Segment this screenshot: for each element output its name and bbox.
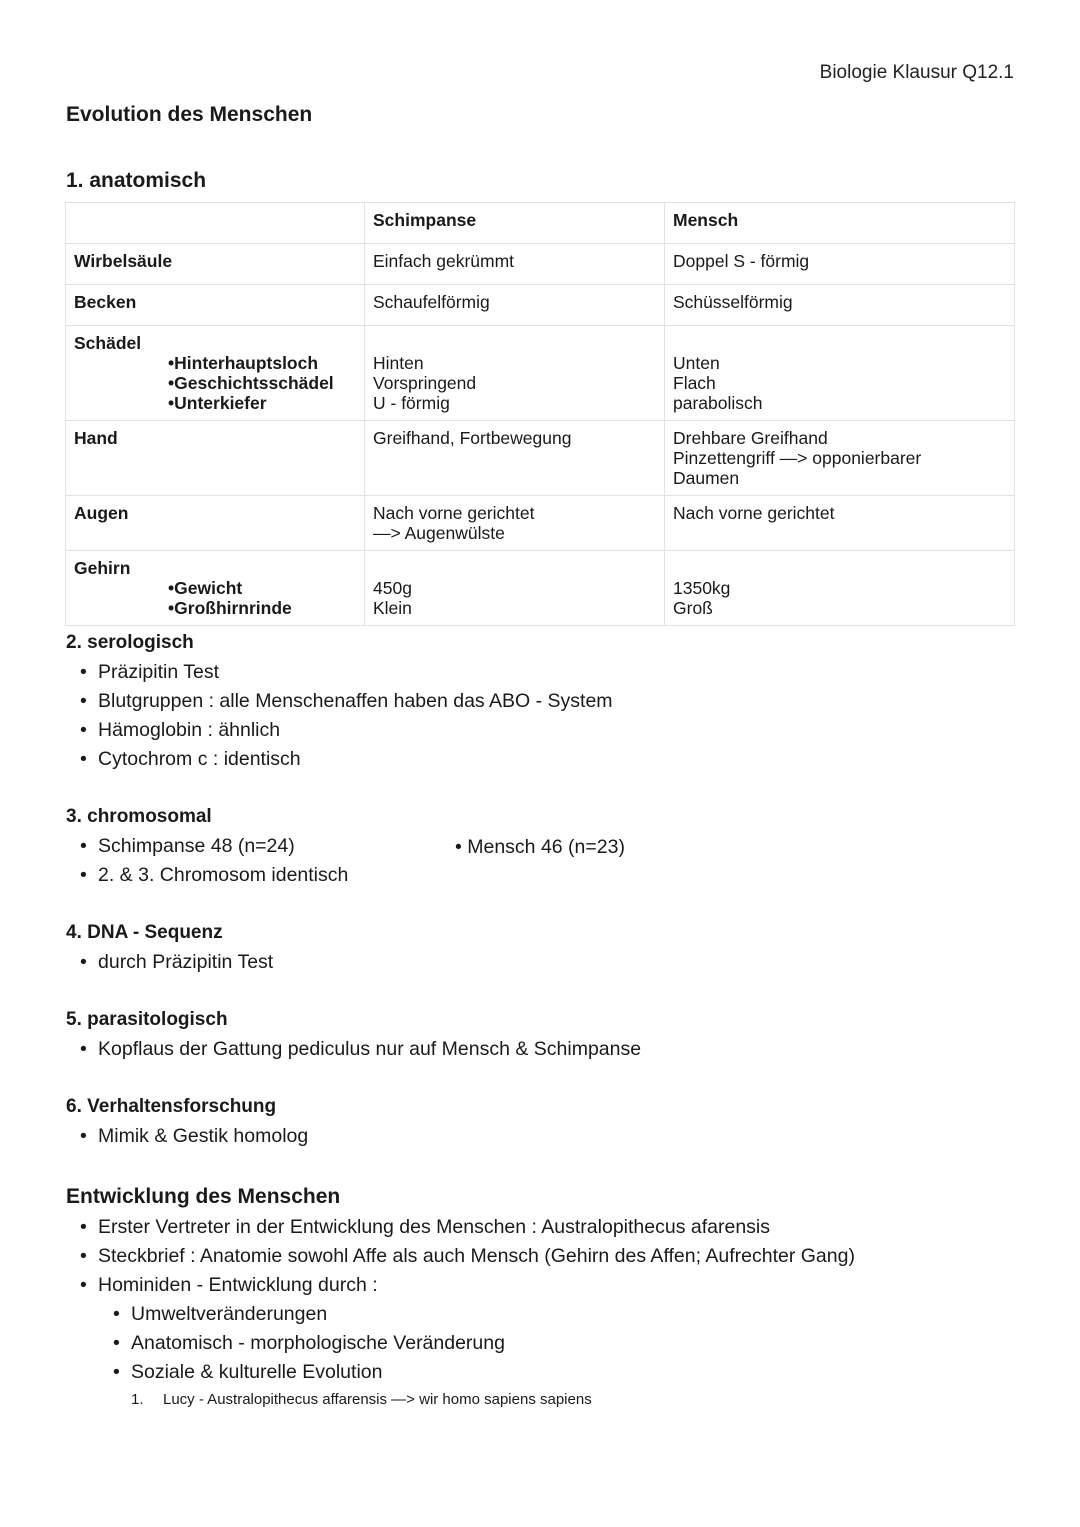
numbered-item: 1. Lucy - Australopithecus affarensis —> wir homo sapiens sapiens (131, 1391, 592, 1408)
sub-list-item: • Umweltveränderungen (113, 1300, 855, 1329)
cell-schimpanse: Nach vorne gerichtet —> Augenwülste (365, 496, 665, 551)
cell-schimpanse: 450g Klein (365, 551, 665, 626)
row-label: Becken (66, 285, 365, 326)
cell-mensch: Nach vorne gerichtet (665, 496, 1015, 551)
table-row (66, 551, 1015, 626)
table-header-cell: Schimpanse (365, 203, 665, 244)
cell-schimpanse: Einfach gekrümmt (365, 244, 665, 285)
cell-mensch: Schüsselförmig (665, 285, 1015, 326)
list-item: • Erster Vertreter in der Entwicklung des Menschen : Australopithecus afarensis (80, 1213, 855, 1242)
entwicklung-list (80, 1213, 855, 1387)
row-label: Hand (66, 421, 365, 496)
table-header-cell: Mensch (665, 203, 1015, 244)
document-header: Biologie Klausur Q12.1 (819, 62, 1014, 83)
table-header-cell (66, 203, 365, 244)
cell-schimpanse: Schaufelförmig (365, 285, 665, 326)
sub-criteria-list: • Gewicht • Großhirnrinde (168, 578, 356, 618)
list-item: • Hominiden - Entwicklung durch : (80, 1271, 855, 1300)
verhalten-list (80, 1122, 308, 1151)
section-heading-parasitologisch: 5. parasitologisch (66, 1009, 228, 1030)
row-label: Gehirn • Gewicht • Großhirnrinde (66, 551, 365, 626)
row-label: Wirbelsäule (66, 244, 365, 285)
list-item: • Mimik & Gestik homolog (80, 1122, 308, 1151)
dna-list (80, 948, 273, 977)
serologisch-list (80, 658, 613, 774)
comparison-table (65, 202, 1015, 626)
table-header-row (66, 203, 1015, 244)
section-heading-serologisch: 2. serologisch (66, 632, 194, 653)
row-label: Schädel • Hinterhauptsloch • Geschichtsschädel • Unterkiefer (66, 326, 365, 421)
list-item: • Steckbrief : Anatomie sowohl Affe als auch Mensch (Gehirn des Affen; Aufrechter Gang) (80, 1242, 855, 1271)
list-item: • Schimpanse 48 (n=24) (80, 832, 348, 861)
cell-schimpanse: Hinten Vorspringend U - förmig (365, 326, 665, 421)
cell-mensch: Unten Flach parabolisch (665, 326, 1015, 421)
section-heading-dna: 4. DNA - Sequenz (66, 922, 223, 943)
list-item: • Cytochrom c : identisch (80, 745, 613, 774)
list-item: • Präzipitin Test (80, 658, 613, 687)
list-item: • Hämoglobin : ähnlich (80, 716, 613, 745)
sub-list-item: • Soziale & kulturelle Evolution (113, 1358, 855, 1387)
parasitologisch-list (80, 1035, 641, 1064)
table-row (66, 421, 1015, 496)
list-item: • durch Präzipitin Test (80, 948, 273, 977)
sub-criteria-list: • Hinterhauptsloch • Geschichtsschädel • Unterkiefer (168, 353, 356, 413)
cell-mensch: 1350kg Groß (665, 551, 1015, 626)
section-heading-chromosomal: 3. chromosomal (66, 806, 212, 827)
cell-mensch: Drehbare Greifhand Pinzettengriff —> opponierbarer Daumen (665, 421, 1015, 496)
row-label: Augen (66, 496, 365, 551)
section-heading-entwicklung: Entwicklung des Menschen (66, 1185, 341, 1208)
table-row (66, 496, 1015, 551)
list-item: • 2. & 3. Chromosom identisch (80, 861, 348, 890)
list-item: • Blutgruppen : alle Menschenaffen haben das ABO - System (80, 687, 613, 716)
table-row (66, 244, 1015, 285)
list-item: • Kopflaus der Gattung pediculus nur auf Mensch & Schimpanse (80, 1035, 641, 1064)
section-heading-verhalten: 6. Verhaltensforschung (66, 1096, 277, 1117)
section-heading-anatomisch: 1. anatomisch (66, 169, 207, 192)
page-title: Evolution des Menschen (66, 103, 313, 126)
cell-schimpanse: Greifhand, Fortbewegung (365, 421, 665, 496)
sub-list-item: • Anatomisch - morphologische Veränderung (113, 1329, 855, 1358)
table-row (66, 326, 1015, 421)
chromosomal-list (80, 832, 348, 890)
cell-mensch: Doppel S - förmig (665, 244, 1015, 285)
chromosomal-side-item: • Mensch 46 (n=23) (455, 836, 625, 858)
table-row (66, 285, 1015, 326)
